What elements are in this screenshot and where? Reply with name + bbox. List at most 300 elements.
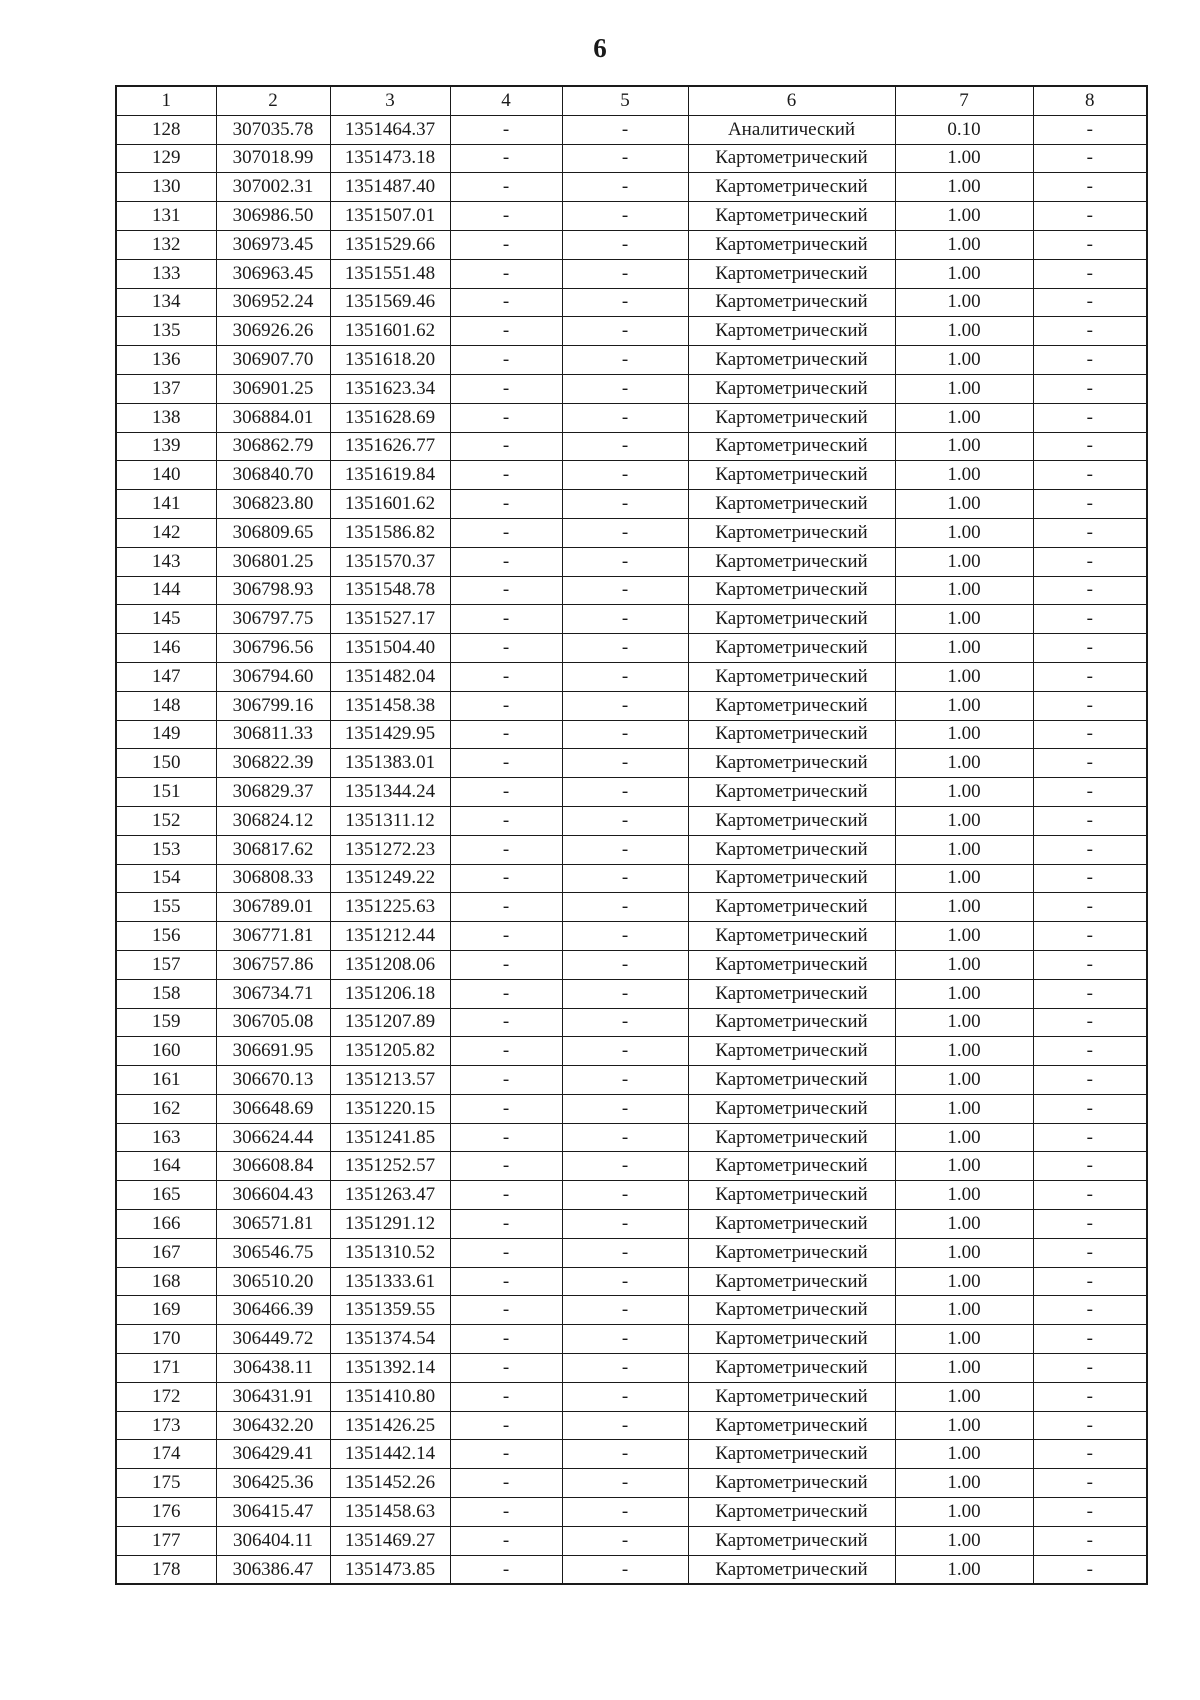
table-cell-col-8: - (1033, 144, 1147, 173)
table-cell-coord-y: 1351225.63 (330, 893, 450, 922)
coordinates-table (115, 85, 1148, 1585)
table-row (116, 1555, 1147, 1584)
table-cell-point-number: 136 (116, 346, 216, 375)
table-row (116, 317, 1147, 346)
table-cell-point-number: 135 (116, 317, 216, 346)
table-cell-coord-y: 1351252.57 (330, 1152, 450, 1181)
table-cell-coord-x: 306796.56 (216, 634, 330, 663)
table-cell-method: Картометрический (688, 1555, 895, 1584)
table-cell-col-8: - (1033, 346, 1147, 375)
table-cell-accuracy: 1.00 (895, 1094, 1033, 1123)
table-row (116, 1238, 1147, 1267)
table-cell-accuracy: 1.00 (895, 432, 1033, 461)
table-cell-accuracy: 1.00 (895, 922, 1033, 951)
table-cell-col-5: - (562, 490, 688, 519)
table-cell-coord-y: 1351551.48 (330, 259, 450, 288)
table-cell-method: Картометрический (688, 1382, 895, 1411)
table-cell-accuracy: 1.00 (895, 1354, 1033, 1383)
table-cell-method: Картометрический (688, 576, 895, 605)
table-cell-col-8: - (1033, 490, 1147, 519)
table-row (116, 950, 1147, 979)
table-cell-accuracy: 1.00 (895, 893, 1033, 922)
table-cell-col-8: - (1033, 317, 1147, 346)
table-cell-col-4: - (450, 1123, 562, 1152)
table-cell-method: Картометрический (688, 144, 895, 173)
table-row (116, 230, 1147, 259)
table-cell-accuracy: 1.00 (895, 259, 1033, 288)
table-cell-coord-y: 1351212.44 (330, 922, 450, 951)
table-cell-accuracy: 1.00 (895, 144, 1033, 173)
table-cell-accuracy: 1.00 (895, 1411, 1033, 1440)
table-row (116, 1440, 1147, 1469)
table-cell-accuracy: 1.00 (895, 202, 1033, 231)
table-row (116, 547, 1147, 576)
table-cell-coord-x: 307002.31 (216, 173, 330, 202)
table-cell-col-4: - (450, 432, 562, 461)
table-cell-method: Картометрический (688, 893, 895, 922)
table-cell-col-4: - (450, 1181, 562, 1210)
table-cell-coord-y: 1351527.17 (330, 605, 450, 634)
table-cell-col-5: - (562, 605, 688, 634)
table-cell-coord-x: 306624.44 (216, 1123, 330, 1152)
table-cell-point-number: 171 (116, 1354, 216, 1383)
table-cell-accuracy: 1.00 (895, 461, 1033, 490)
table-cell-coord-x: 306809.65 (216, 518, 330, 547)
table-cell-coord-x: 306608.84 (216, 1152, 330, 1181)
table-cell-accuracy: 1.00 (895, 1037, 1033, 1066)
table-cell-col-5: - (562, 403, 688, 432)
table-row (116, 173, 1147, 202)
table-row (116, 1296, 1147, 1325)
table-cell-col-8: - (1033, 1411, 1147, 1440)
table-cell-coord-x: 306986.50 (216, 202, 330, 231)
table-cell-col-8: - (1033, 778, 1147, 807)
table-cell-accuracy: 1.00 (895, 1382, 1033, 1411)
table-cell-coord-y: 1351206.18 (330, 979, 450, 1008)
table-cell-accuracy: 1.00 (895, 979, 1033, 1008)
table-cell-point-number: 148 (116, 691, 216, 720)
table-cell-accuracy: 1.00 (895, 490, 1033, 519)
table-cell-col-8: - (1033, 720, 1147, 749)
table-cell-col-4: - (450, 518, 562, 547)
table-cell-method: Картометрический (688, 1296, 895, 1325)
table-cell-coord-y: 1351359.55 (330, 1296, 450, 1325)
table-cell-col-5: - (562, 288, 688, 317)
table-cell-col-4: - (450, 1411, 562, 1440)
table-cell-point-number: 153 (116, 835, 216, 864)
table-cell-coord-x: 306438.11 (216, 1354, 330, 1383)
table-cell-method: Картометрический (688, 1210, 895, 1239)
table-cell-col-5: - (562, 1181, 688, 1210)
table-cell-coord-y: 1351507.01 (330, 202, 450, 231)
table-cell-coord-y: 1351310.52 (330, 1238, 450, 1267)
table-cell-coord-x: 306510.20 (216, 1267, 330, 1296)
table-cell-method: Картометрический (688, 403, 895, 432)
table-cell-col-5: - (562, 230, 688, 259)
table-cell-coord-y: 1351213.57 (330, 1066, 450, 1095)
table-cell-coord-y: 1351570.37 (330, 547, 450, 576)
table-cell-col-5: - (562, 1238, 688, 1267)
table-row (116, 1210, 1147, 1239)
table-row (116, 749, 1147, 778)
table-cell-point-number: 133 (116, 259, 216, 288)
table-cell-method: Картометрический (688, 864, 895, 893)
table-cell-coord-y: 1351628.69 (330, 403, 450, 432)
table-row (116, 1498, 1147, 1527)
table-cell-col-4: - (450, 1296, 562, 1325)
table-cell-coord-y: 1351426.25 (330, 1411, 450, 1440)
table-cell-col-4: - (450, 1210, 562, 1239)
table-cell-col-4: - (450, 778, 562, 807)
table-cell-coord-y: 1351205.82 (330, 1037, 450, 1066)
table-cell-coord-x: 306952.24 (216, 288, 330, 317)
table-cell-coord-y: 1351452.26 (330, 1469, 450, 1498)
table-cell-col-5: - (562, 950, 688, 979)
table-cell-coord-y: 1351241.85 (330, 1123, 450, 1152)
table-body (116, 115, 1147, 1584)
table-cell-col-4: - (450, 634, 562, 663)
table-row (116, 374, 1147, 403)
table-row (116, 403, 1147, 432)
table-row (116, 490, 1147, 519)
table-cell-method: Картометрический (688, 691, 895, 720)
table-cell-point-number: 176 (116, 1498, 216, 1527)
table-cell-col-5: - (562, 1066, 688, 1095)
table-cell-point-number: 157 (116, 950, 216, 979)
table-cell-accuracy: 1.00 (895, 547, 1033, 576)
table-row (116, 288, 1147, 317)
table-row (116, 259, 1147, 288)
table-cell-coord-y: 1351311.12 (330, 806, 450, 835)
table-cell-col-5: - (562, 749, 688, 778)
table-cell-coord-x: 306757.86 (216, 950, 330, 979)
table-cell-col-5: - (562, 835, 688, 864)
table-cell-point-number: 161 (116, 1066, 216, 1095)
table-cell-col-4: - (450, 1382, 562, 1411)
table-cell-point-number: 149 (116, 720, 216, 749)
table-cell-method: Картометрический (688, 1354, 895, 1383)
table-cell-point-number: 129 (116, 144, 216, 173)
table-cell-col-8: - (1033, 950, 1147, 979)
table-row (116, 835, 1147, 864)
table-cell-col-4: - (450, 1526, 562, 1555)
table-cell-method: Картометрический (688, 547, 895, 576)
table-cell-col-5: - (562, 1210, 688, 1239)
table-cell-point-number: 132 (116, 230, 216, 259)
table-cell-method: Картометрический (688, 1267, 895, 1296)
table-cell-method: Картометрический (688, 1037, 895, 1066)
table-cell-accuracy: 1.00 (895, 1296, 1033, 1325)
table-cell-point-number: 147 (116, 662, 216, 691)
table-cell-col-5: - (562, 720, 688, 749)
table-cell-coord-x: 306824.12 (216, 806, 330, 835)
table-cell-col-5: - (562, 922, 688, 951)
table-cell-coord-y: 1351410.80 (330, 1382, 450, 1411)
table-cell-col-4: - (450, 374, 562, 403)
table-cell-accuracy: 0.10 (895, 115, 1033, 144)
table-cell-col-4: - (450, 115, 562, 144)
table-row (116, 605, 1147, 634)
table-cell-col-8: - (1033, 1152, 1147, 1181)
table-cell-col-5: - (562, 374, 688, 403)
table-cell-method: Картометрический (688, 950, 895, 979)
table-row (116, 778, 1147, 807)
table-cell-method: Картометрический (688, 317, 895, 346)
table-cell-coord-x: 306449.72 (216, 1325, 330, 1354)
table-cell-accuracy: 1.00 (895, 346, 1033, 375)
table-cell-col-8: - (1033, 1094, 1147, 1123)
column-header: 4 (450, 86, 562, 115)
table-cell-method: Картометрический (688, 1152, 895, 1181)
table-cell-coord-y: 1351263.47 (330, 1181, 450, 1210)
table-cell-col-5: - (562, 1325, 688, 1354)
table-cell-coord-y: 1351208.06 (330, 950, 450, 979)
table-cell-coord-x: 306794.60 (216, 662, 330, 691)
table-cell-col-4: - (450, 288, 562, 317)
table-cell-coord-y: 1351626.77 (330, 432, 450, 461)
table-cell-col-5: - (562, 144, 688, 173)
table-row (116, 864, 1147, 893)
table-cell-point-number: 138 (116, 403, 216, 432)
table-cell-coord-x: 306963.45 (216, 259, 330, 288)
table-cell-accuracy: 1.00 (895, 1066, 1033, 1095)
table-row (116, 1152, 1147, 1181)
table-row (116, 576, 1147, 605)
table-cell-coord-x: 306926.26 (216, 317, 330, 346)
table-cell-col-5: - (562, 1296, 688, 1325)
table-cell-col-5: - (562, 806, 688, 835)
table-cell-col-5: - (562, 173, 688, 202)
table-row (116, 115, 1147, 144)
table-header-row (116, 86, 1147, 115)
table-cell-coord-y: 1351619.84 (330, 461, 450, 490)
table-cell-coord-x: 306431.91 (216, 1382, 330, 1411)
table-cell-col-5: - (562, 1152, 688, 1181)
table-cell-coord-x: 306404.11 (216, 1526, 330, 1555)
table-cell-col-8: - (1033, 1382, 1147, 1411)
table-cell-method: Картометрический (688, 720, 895, 749)
table-cell-coord-x: 306648.69 (216, 1094, 330, 1123)
table-cell-method: Картометрический (688, 1008, 895, 1037)
table-cell-col-8: - (1033, 922, 1147, 951)
table-cell-point-number: 139 (116, 432, 216, 461)
table-row (116, 1354, 1147, 1383)
table-row (116, 634, 1147, 663)
table-cell-accuracy: 1.00 (895, 1440, 1033, 1469)
table-cell-coord-x: 306789.01 (216, 893, 330, 922)
table-cell-coord-y: 1351383.01 (330, 749, 450, 778)
table-cell-method: Картометрический (688, 490, 895, 519)
table-cell-coord-x: 306415.47 (216, 1498, 330, 1527)
table-cell-col-5: - (562, 1094, 688, 1123)
table-cell-col-4: - (450, 403, 562, 432)
table-cell-accuracy: 1.00 (895, 518, 1033, 547)
table-cell-coord-y: 1351464.37 (330, 115, 450, 144)
table-cell-col-5: - (562, 893, 688, 922)
table-row (116, 1267, 1147, 1296)
table-cell-col-5: - (562, 864, 688, 893)
table-cell-col-4: - (450, 1469, 562, 1498)
column-header: 2 (216, 86, 330, 115)
table-cell-accuracy: 1.00 (895, 1498, 1033, 1527)
table-cell-point-number: 155 (116, 893, 216, 922)
table-cell-point-number: 174 (116, 1440, 216, 1469)
table-cell-accuracy: 1.00 (895, 173, 1033, 202)
table-row (116, 1325, 1147, 1354)
page-number: 6 (593, 33, 607, 63)
table-cell-point-number: 175 (116, 1469, 216, 1498)
table-cell-point-number: 167 (116, 1238, 216, 1267)
table-cell-point-number: 142 (116, 518, 216, 547)
table-cell-accuracy: 1.00 (895, 1238, 1033, 1267)
table-cell-coord-y: 1351458.63 (330, 1498, 450, 1527)
table-cell-col-4: - (450, 1094, 562, 1123)
table-cell-col-8: - (1033, 1210, 1147, 1239)
table-cell-col-4: - (450, 490, 562, 519)
table-cell-coord-y: 1351249.22 (330, 864, 450, 893)
table-cell-col-5: - (562, 1382, 688, 1411)
table-cell-col-4: - (450, 749, 562, 778)
table-cell-accuracy: 1.00 (895, 1325, 1033, 1354)
table-row (116, 922, 1147, 951)
table-cell-col-4: - (450, 605, 562, 634)
table-cell-point-number: 164 (116, 1152, 216, 1181)
table-cell-coord-x: 306822.39 (216, 749, 330, 778)
table-cell-method: Картометрический (688, 374, 895, 403)
table-cell-accuracy: 1.00 (895, 749, 1033, 778)
table-cell-accuracy: 1.00 (895, 1210, 1033, 1239)
column-header: 7 (895, 86, 1033, 115)
table-cell-coord-x: 306829.37 (216, 778, 330, 807)
table-cell-point-number: 128 (116, 115, 216, 144)
table-cell-col-5: - (562, 1469, 688, 1498)
table-cell-col-8: - (1033, 691, 1147, 720)
table-cell-col-8: - (1033, 634, 1147, 663)
table-row (116, 202, 1147, 231)
table-cell-method: Картометрический (688, 288, 895, 317)
table-cell-method: Картометрический (688, 461, 895, 490)
table-cell-col-8: - (1033, 1008, 1147, 1037)
table-cell-point-number: 151 (116, 778, 216, 807)
table-cell-coord-y: 1351504.40 (330, 634, 450, 663)
table-cell-col-5: - (562, 317, 688, 346)
table-cell-col-5: - (562, 1037, 688, 1066)
table-cell-accuracy: 1.00 (895, 1267, 1033, 1296)
table-cell-coord-x: 306705.08 (216, 1008, 330, 1037)
table-cell-coord-x: 306386.47 (216, 1555, 330, 1584)
table-cell-coord-x: 307035.78 (216, 115, 330, 144)
table-cell-point-number: 163 (116, 1123, 216, 1152)
table-cell-method: Картометрический (688, 202, 895, 231)
table-cell-col-8: - (1033, 979, 1147, 1008)
table-cell-coord-x: 306817.62 (216, 835, 330, 864)
column-header: 5 (562, 86, 688, 115)
table-cell-col-4: - (450, 1037, 562, 1066)
table-cell-col-5: - (562, 1440, 688, 1469)
table-cell-col-4: - (450, 691, 562, 720)
table-cell-col-8: - (1033, 259, 1147, 288)
table-cell-col-5: - (562, 1123, 688, 1152)
table-cell-coord-x: 306801.25 (216, 547, 330, 576)
table-cell-col-4: - (450, 144, 562, 173)
table-row (116, 1469, 1147, 1498)
table-cell-col-4: - (450, 1238, 562, 1267)
table-cell-accuracy: 1.00 (895, 1008, 1033, 1037)
table-cell-coord-x: 306734.71 (216, 979, 330, 1008)
table-cell-col-8: - (1033, 806, 1147, 835)
table-cell-accuracy: 1.00 (895, 634, 1033, 663)
table-cell-coord-y: 1351469.27 (330, 1526, 450, 1555)
table-cell-coord-y: 1351220.15 (330, 1094, 450, 1123)
table-cell-accuracy: 1.00 (895, 691, 1033, 720)
table-cell-coord-x: 306432.20 (216, 1411, 330, 1440)
table-row (116, 806, 1147, 835)
table-cell-col-8: - (1033, 893, 1147, 922)
table-row (116, 1526, 1147, 1555)
table-cell-method: Картометрический (688, 1411, 895, 1440)
table-cell-method: Картометрический (688, 634, 895, 663)
table-row (116, 720, 1147, 749)
table-row (116, 893, 1147, 922)
table-cell-coord-x: 306771.81 (216, 922, 330, 951)
table-cell-col-4: - (450, 1008, 562, 1037)
table-cell-coord-x: 306907.70 (216, 346, 330, 375)
table-cell-accuracy: 1.00 (895, 950, 1033, 979)
table-row (116, 1411, 1147, 1440)
table-cell-coord-x: 306823.80 (216, 490, 330, 519)
table-cell-col-8: - (1033, 288, 1147, 317)
table-cell-col-4: - (450, 864, 562, 893)
table-cell-col-8: - (1033, 115, 1147, 144)
table-cell-col-8: - (1033, 1181, 1147, 1210)
table-cell-coord-y: 1351442.14 (330, 1440, 450, 1469)
table-cell-point-number: 140 (116, 461, 216, 490)
table-row (116, 1037, 1147, 1066)
table-cell-coord-y: 1351618.20 (330, 346, 450, 375)
table-row (116, 979, 1147, 1008)
table-cell-point-number: 159 (116, 1008, 216, 1037)
table-cell-coord-x: 306808.33 (216, 864, 330, 893)
table-cell-coord-x: 306811.33 (216, 720, 330, 749)
table-cell-coord-y: 1351529.66 (330, 230, 450, 259)
table-cell-coord-y: 1351569.46 (330, 288, 450, 317)
table-cell-col-4: - (450, 1555, 562, 1584)
table-cell-coord-x: 306797.75 (216, 605, 330, 634)
column-header: 3 (330, 86, 450, 115)
table-cell-point-number: 178 (116, 1555, 216, 1584)
table-cell-col-4: - (450, 1354, 562, 1383)
table-cell-col-4: - (450, 1498, 562, 1527)
table-cell-col-4: - (450, 662, 562, 691)
table-cell-method: Картометрический (688, 346, 895, 375)
table-cell-coord-x: 306973.45 (216, 230, 330, 259)
table-cell-col-8: - (1033, 1066, 1147, 1095)
table-cell-col-8: - (1033, 461, 1147, 490)
table-cell-col-4: - (450, 922, 562, 951)
table-cell-col-4: - (450, 259, 562, 288)
table-cell-col-4: - (450, 1440, 562, 1469)
table-row (116, 144, 1147, 173)
table-cell-coord-x: 306425.36 (216, 1469, 330, 1498)
table-cell-accuracy: 1.00 (895, 317, 1033, 346)
table-cell-method: Картометрический (688, 1066, 895, 1095)
table-cell-col-5: - (562, 1411, 688, 1440)
table-cell-method: Картометрический (688, 1469, 895, 1498)
table-cell-col-4: - (450, 317, 562, 346)
table-cell-accuracy: 1.00 (895, 288, 1033, 317)
table-cell-col-4: - (450, 1152, 562, 1181)
table-cell-method: Картометрический (688, 230, 895, 259)
